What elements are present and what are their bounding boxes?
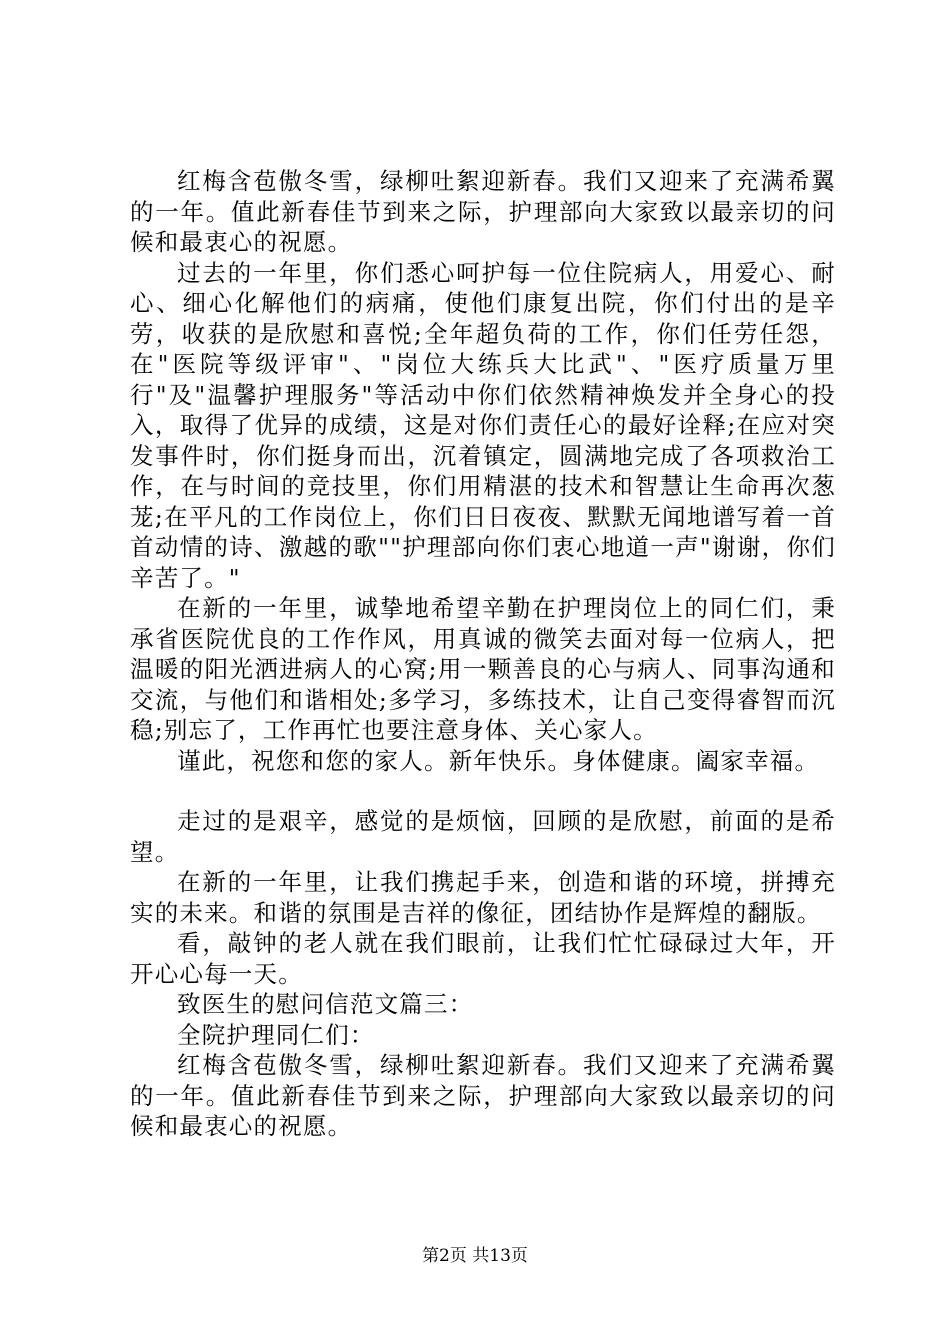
document-body	[130, 166, 836, 1142]
paragraph: 红梅含苞傲冬雪，绿柳吐絮迎新春。我们又迎来了充满希翼的一年。值此新春佳节到来之际，护理部向大家致以最亲切的问候和最衷心的祝愿。	[130, 1051, 836, 1140]
section-heading: 致医生的慰问信范文篇三：	[177, 990, 474, 1018]
paragraph: 在新的一年里，让我们携起手来，创造和谐的环境，拼搏充实的未来。和谐的氛围是吉祥的像征，团结协作是辉煌的翻版。	[130, 868, 836, 927]
paragraph: 谨此，祝您和您的家人。新年快乐。身体健康。阖家幸福。	[177, 746, 820, 775]
paragraph: 走过的是艰辛，感觉的是烦恼，回顾的是欣慰，前面的是希望。	[130, 807, 836, 866]
paragraph-gap	[130, 776, 836, 806]
salutation: 全院护理同仁们：	[177, 1020, 375, 1049]
paragraph: 过去的一年里，你们悉心呵护每一位住院病人，用爱心、耐心、细心化解他们的病痛，使他们康复出院，你们付出的是辛劳，收获的是欣慰和喜悦;全年超负荷的工作，你们任劳任怨，在"医院等级评审"、"岗位大练兵大比武"、"医疗质量万里行"及"温馨护理服务"等活动中你们依然精神焕发并全身心的投入，取得了优异的成绩，这是对你们责任心的最好诠释;在应对突发事件时，你们挺身而出，沉着镇定，圆满地完成了各项救治工作，在与时间的竞技里，你们用精湛的技术和智慧让生命再次葱茏;在平凡的工作岗位上，你们日日夜夜、默默无闻地谱写着一首首动情的诗、激越的歌""护理部向你们衷心地道一声"谢谢，你们辛苦了。"	[130, 258, 836, 592]
page-number-footer: 第2页 共13页	[422, 1246, 528, 1266]
paragraph: 在新的一年里，诚挚地希望辛勤在护理岗位上的同仁们，秉承省医院优良的工作作风，用真诚的微笑去面对每一位病人，把温暖的阳光洒进病人的心窝;用一颗善良的心与病人、同事沟通和交流，与他们和谐相处;多学习，多练技术，让自己变得睿智而沉稳;别忘了，工作再忙也要注意身体、关心家人。	[130, 594, 836, 744]
paragraph: 红梅含苞傲冬雪，绿柳吐絮迎新春。我们又迎来了充满希翼的一年。值此新春佳节到来之际，护理部向大家致以最亲切的问候和最衷心的祝愿。	[130, 167, 836, 256]
paragraph: 看，敲钟的老人就在我们眼前，让我们忙忙碌碌过大年，开开心心每一天。	[130, 929, 836, 988]
